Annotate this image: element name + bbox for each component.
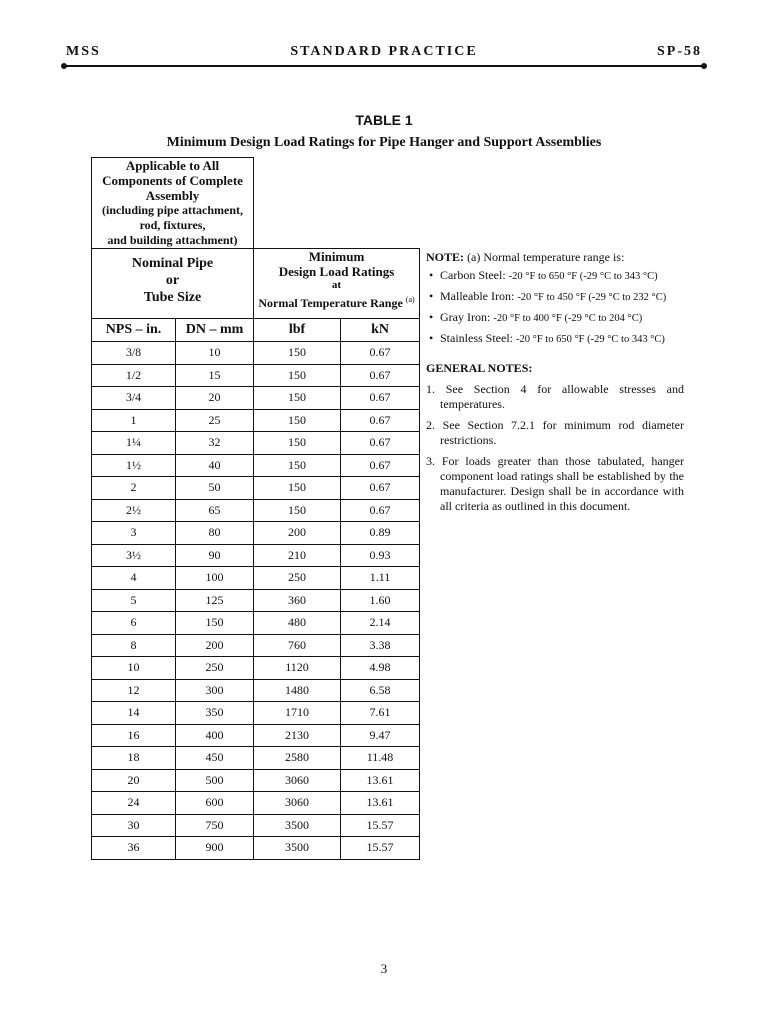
table-cell: 0.93 — [341, 544, 420, 567]
table-cell: 14 — [92, 702, 176, 725]
table-row — [92, 792, 420, 815]
general-notes-heading: GENERAL NOTES: — [426, 361, 533, 375]
table-cell: 3500 — [254, 814, 341, 837]
table-cell: 1.60 — [341, 589, 420, 612]
table-cell: 3060 — [254, 792, 341, 815]
table-cell: 11.48 — [341, 747, 420, 770]
table-cell: 200 — [254, 522, 341, 545]
table-cell: 15.57 — [341, 814, 420, 837]
general-note: 1. See Section 4 for allowable stresses and temperatures. — [426, 382, 684, 411]
table-row — [92, 702, 420, 725]
table-cell: 3/8 — [92, 342, 176, 365]
note-label: NOTE: — [426, 250, 465, 264]
table-cell: 18 — [92, 747, 176, 770]
table-cell: 10 — [92, 657, 176, 680]
table-cell: 150 — [254, 387, 341, 410]
table-cell: 300 — [176, 679, 254, 702]
table-cell: 125 — [176, 589, 254, 612]
table-row — [92, 432, 420, 455]
applicable-line-3: and building attachment) — [107, 233, 238, 247]
minimum-rating-header — [254, 249, 420, 319]
table-cell: 7.61 — [341, 702, 420, 725]
table-cell: 8 — [92, 634, 176, 657]
table-cell: 1120 — [254, 657, 341, 680]
table-cell: 2.14 — [341, 612, 420, 635]
table-cell: 36 — [92, 837, 176, 860]
table-cell: 600 — [176, 792, 254, 815]
table-cell: 3500 — [254, 837, 341, 860]
table-cell: 750 — [176, 814, 254, 837]
table-row — [92, 387, 420, 410]
table-cell: 150 — [254, 432, 341, 455]
table-row — [92, 477, 420, 500]
header-right: SP-58 — [657, 44, 702, 59]
header-center: STANDARD PRACTICE — [290, 44, 478, 59]
table-cell: 2 — [92, 477, 176, 500]
note-text: (a) Normal temperature range is: — [467, 250, 625, 264]
table-cell: 360 — [254, 589, 341, 612]
nominal-line-1: Nominal Pipe — [131, 256, 214, 271]
table-row — [92, 724, 420, 747]
table-row — [92, 499, 420, 522]
table-cell: 25 — [176, 409, 254, 432]
applicable-line-1: Applicable to All Components of Complete Assembly — [102, 158, 243, 203]
table-cell: 3 — [92, 522, 176, 545]
table-cell: 0.67 — [341, 387, 420, 410]
table-cell: 3/4 — [92, 387, 176, 410]
table-cell: 4 — [92, 567, 176, 590]
table-cell: 350 — [176, 702, 254, 725]
table-row — [92, 679, 420, 702]
table-cell: 13.61 — [341, 792, 420, 815]
table-cell: 1½ — [92, 454, 176, 477]
table-cell: 15.57 — [341, 837, 420, 860]
table-cell: 12 — [92, 679, 176, 702]
table-row — [92, 747, 420, 770]
header-rule — [64, 65, 704, 67]
load-ratings-table — [91, 157, 420, 860]
table-cell: 0.89 — [341, 522, 420, 545]
range-item: • Malleable Iron: -20 °F to 450 °F (-29 °C to 232 °C) — [426, 289, 684, 305]
applicable-line-2: (including pipe attachment, rod, fixtures, — [102, 203, 244, 232]
table-row — [92, 409, 420, 432]
table-cell: 6 — [92, 612, 176, 635]
table-cell: 150 — [254, 499, 341, 522]
table-cell: 150 — [176, 612, 254, 635]
nominal-line-3: Tube Size — [143, 290, 202, 305]
table-row — [92, 589, 420, 612]
table-cell: 3½ — [92, 544, 176, 567]
table-cell: 13.61 — [341, 769, 420, 792]
table-cell: 16 — [92, 724, 176, 747]
note-intro — [426, 250, 684, 265]
table-cell: 150 — [254, 364, 341, 387]
table-cell: 15 — [176, 364, 254, 387]
table-row — [92, 612, 420, 635]
table-cell: 1 — [92, 409, 176, 432]
table-cell: 3.38 — [341, 634, 420, 657]
table-cell: 5 — [92, 589, 176, 612]
table-row — [92, 837, 420, 860]
header-left: MSS — [66, 44, 101, 59]
table-cell: 0.67 — [341, 499, 420, 522]
range-item: • Gray Iron: -20 °F to 400 °F (-29 °C to 204 °C) — [426, 310, 684, 326]
table-cell: 500 — [176, 769, 254, 792]
table-cell: 0.67 — [341, 477, 420, 500]
general-note: 3. For loads greater than those tabulated, hanger component load ratings shall be established by the manufacturer. Design shall be in accordance with all criteria as outlined in this document. — [426, 454, 684, 513]
table-cell: 30 — [92, 814, 176, 837]
note-ref: (a) — [405, 295, 415, 304]
table-cell: 50 — [176, 477, 254, 500]
table-cell: 760 — [254, 634, 341, 657]
table-cell: 150 — [254, 454, 341, 477]
table-cell: 2130 — [254, 724, 341, 747]
table-cell: 20 — [176, 387, 254, 410]
table-row — [92, 364, 420, 387]
table-cell: 250 — [176, 657, 254, 680]
col-header-dn: DN – mm — [176, 319, 254, 342]
col-header-nps: NPS – in. — [92, 319, 176, 342]
table-cell: 1¼ — [92, 432, 176, 455]
table-row — [92, 522, 420, 545]
table-row — [92, 454, 420, 477]
min-line-3: at — [331, 279, 342, 291]
min-line-4: Normal Temperature Range — [258, 296, 403, 310]
table-cell: 450 — [176, 747, 254, 770]
notes-panel — [426, 250, 684, 520]
table-cell: 9.47 — [341, 724, 420, 747]
table-cell: 250 — [254, 567, 341, 590]
table-row — [92, 814, 420, 837]
table-cell: 480 — [254, 612, 341, 635]
table-cell: 0.67 — [341, 342, 420, 365]
table-cell: 65 — [176, 499, 254, 522]
applicable-header — [92, 158, 254, 249]
table-cell: 200 — [176, 634, 254, 657]
table-cell: 6.58 — [341, 679, 420, 702]
table-cell: 10 — [176, 342, 254, 365]
table-cell: 150 — [254, 477, 341, 500]
min-line-2: Design Load Ratings — [278, 264, 395, 279]
col-header-kn: kN — [341, 319, 420, 342]
table-cell: 900 — [176, 837, 254, 860]
table-cell: 80 — [176, 522, 254, 545]
table-row — [92, 342, 420, 365]
table-subtitle: Minimum Design Load Ratings for Pipe Hanger and Support Assemblies — [166, 135, 602, 150]
nominal-size-header — [92, 249, 254, 319]
table-cell: 1/2 — [92, 364, 176, 387]
table-cell: 1.11 — [341, 567, 420, 590]
table-cell: 400 — [176, 724, 254, 747]
nominal-line-2: or — [165, 273, 180, 288]
page-header — [64, 44, 704, 66]
table-row — [92, 544, 420, 567]
table-cell: 150 — [254, 342, 341, 365]
general-note: 2. See Section 7.2.1 for minimum rod diameter restrictions. — [426, 418, 684, 447]
table-cell: 24 — [92, 792, 176, 815]
table-cell: 0.67 — [341, 364, 420, 387]
table-cell: 100 — [176, 567, 254, 590]
table-row — [92, 769, 420, 792]
table-cell: 0.67 — [341, 432, 420, 455]
table-cell: 1480 — [254, 679, 341, 702]
page-number: 3 — [380, 961, 388, 976]
table-cell: 210 — [254, 544, 341, 567]
table-cell: 150 — [254, 409, 341, 432]
table-cell: 3060 — [254, 769, 341, 792]
table-row — [92, 634, 420, 657]
table-cell: 90 — [176, 544, 254, 567]
table-cell: 2580 — [254, 747, 341, 770]
table-row — [92, 567, 420, 590]
table-cell: 32 — [176, 432, 254, 455]
range-item: • Stainless Steel: -20 °F to 650 °F (-29 °C to 343 °C) — [426, 331, 684, 347]
table-cell: 1710 — [254, 702, 341, 725]
table-cell: 4.98 — [341, 657, 420, 680]
table-cell: 2½ — [92, 499, 176, 522]
table-row — [92, 657, 420, 680]
table-cell: 0.67 — [341, 454, 420, 477]
range-item: • Carbon Steel: -20 °F to 650 °F (-29 °C to 343 °C) — [426, 268, 684, 284]
table-title: TABLE 1 — [355, 112, 413, 128]
temperature-range-list — [426, 268, 684, 347]
col-header-lbf: lbf — [254, 319, 341, 342]
table-cell: 20 — [92, 769, 176, 792]
min-line-1: Minimum — [308, 249, 365, 264]
table-cell: 0.67 — [341, 409, 420, 432]
table-cell: 40 — [176, 454, 254, 477]
